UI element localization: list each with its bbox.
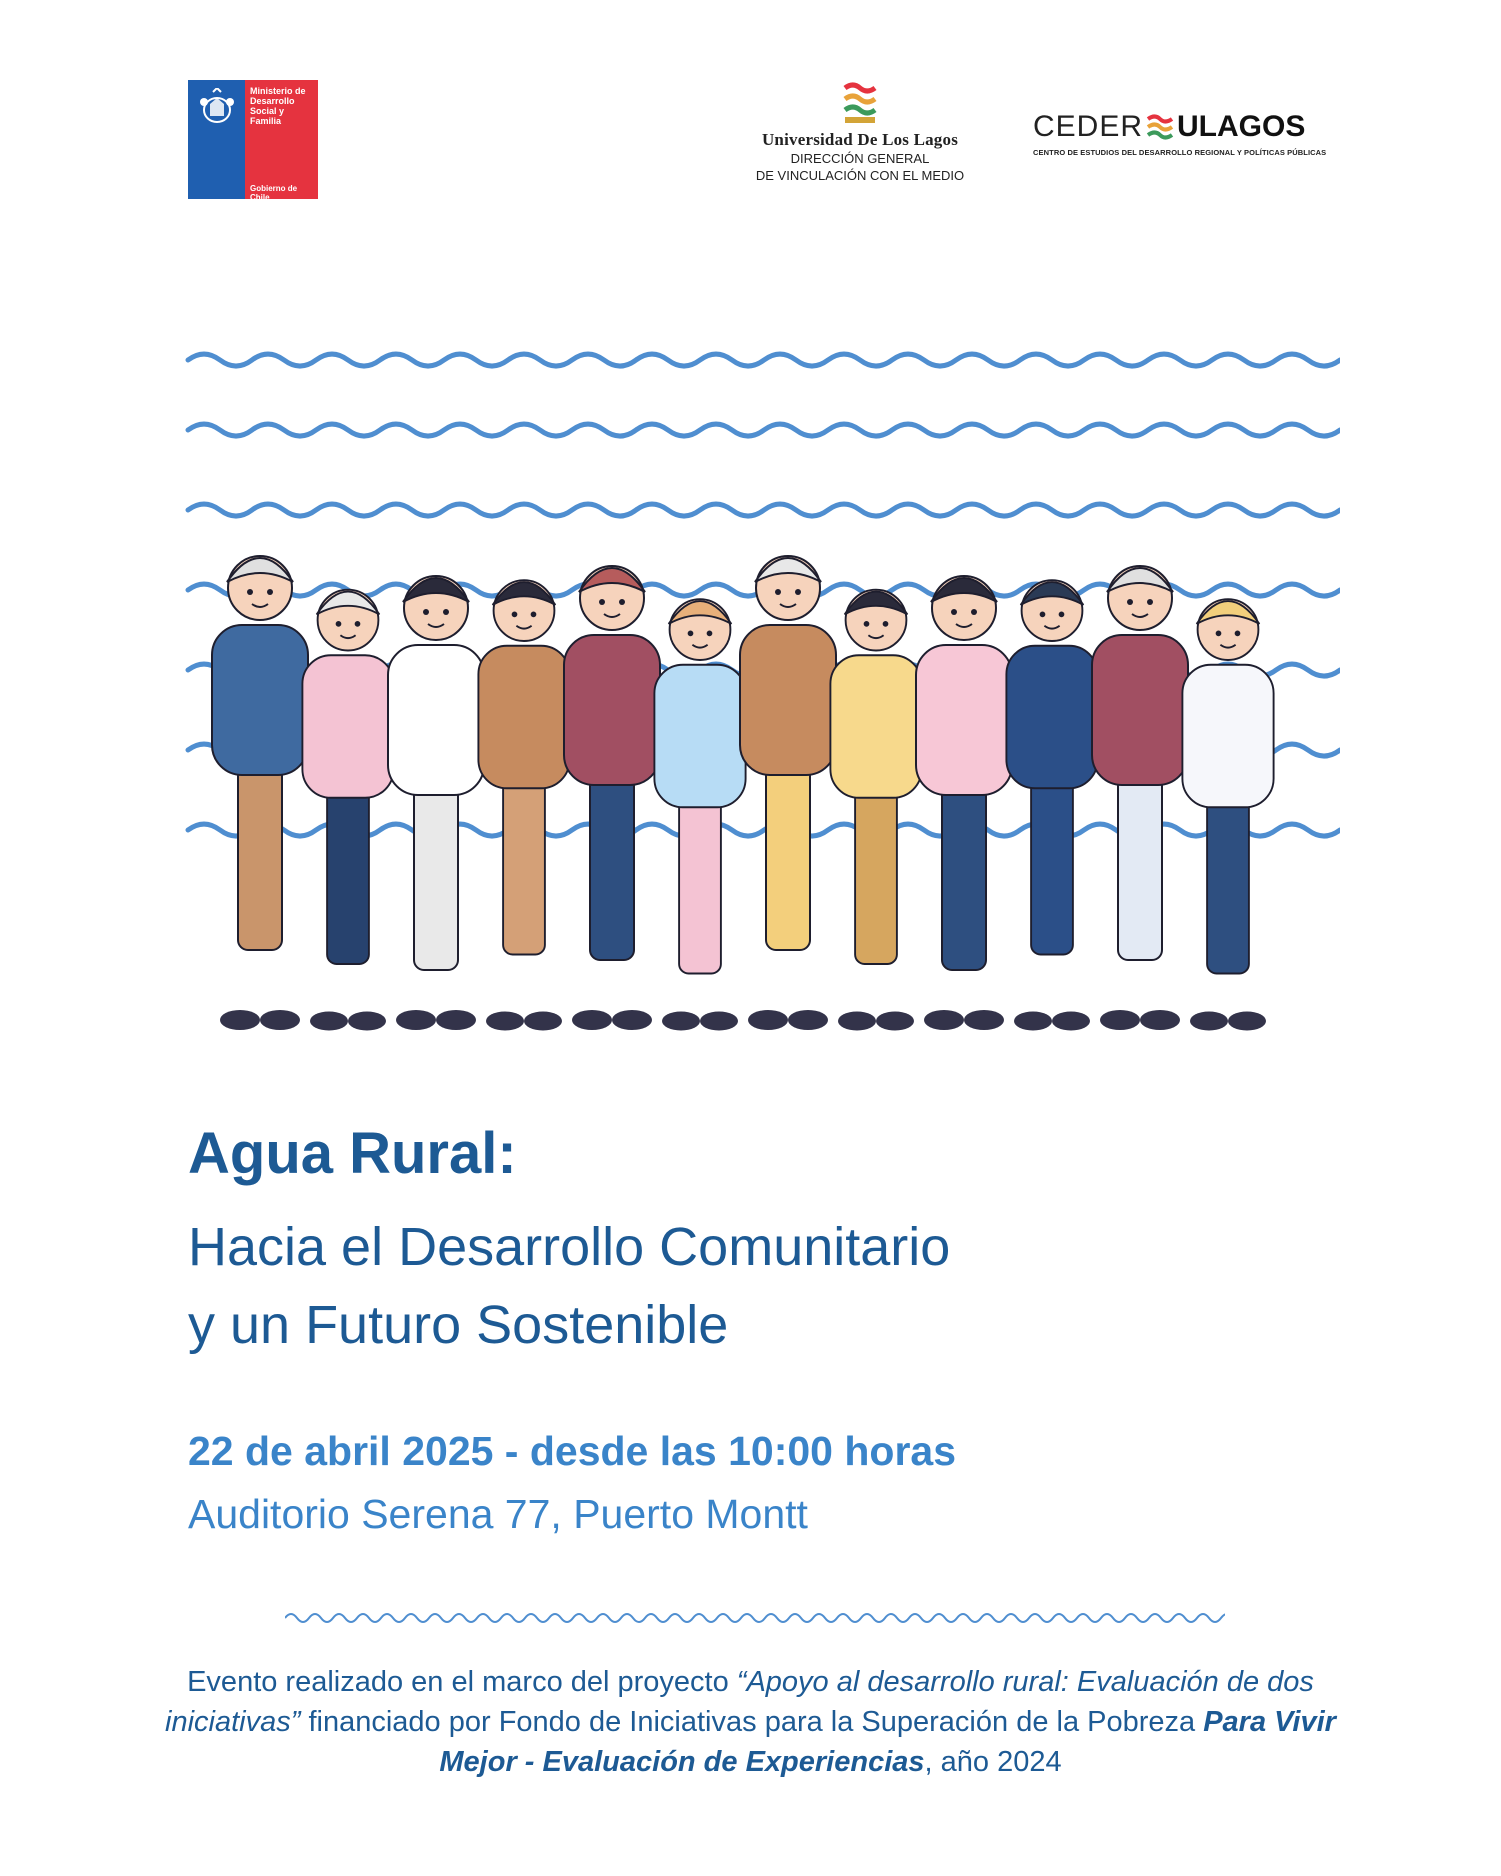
footer-program: Para Vivir Mejor - Evaluación de Experiencias <box>439 1706 1336 1778</box>
event-date: 22 de abril 2025 - desde las 10:00 horas <box>188 1428 957 1474</box>
person-man-white-puffer <box>1182 599 1273 1030</box>
person-older-man-maroon <box>1092 566 1188 1030</box>
ministry-name: Ministerio de Desarrollo Social y Familia <box>250 86 306 126</box>
ulagos-line1: DIRECCIÓN GENERAL <box>790 151 930 166</box>
gobierno-chile-logo <box>188 80 318 202</box>
ceder-stripes-icon <box>1146 112 1174 142</box>
person-boy-yellow <box>830 590 921 1031</box>
footer-project-title: “Apoyo al desarrollo rural: Evaluación de dos iniciativas” <box>165 1666 1314 1738</box>
ulagos-stripes-icon <box>843 82 877 124</box>
footer-part1: Evento realizado en el marco del proyecto <box>187 1666 737 1698</box>
person-woman-brown-suit <box>478 580 569 1030</box>
person-woman-light-blue <box>654 599 745 1030</box>
event-footer-note <box>150 1662 1351 1782</box>
gobierno-label: Gobierno de Chile <box>250 184 298 202</box>
person-businesswoman-navy <box>1006 580 1097 1030</box>
ulagos-logo <box>740 82 980 184</box>
person-grandmother-brown <box>740 556 836 1030</box>
ulagos-name: Universidad De Los Lagos <box>761 130 959 149</box>
ceder-tagline: CENTRO DE ESTUDIOS DEL DESARROLLO REGIONAL Y POLÍTICAS PÚBLICAS <box>1033 148 1327 157</box>
community-illustration <box>170 330 1340 1050</box>
people-group <box>212 556 1274 1031</box>
person-man-red-jacket <box>564 566 660 1030</box>
wave-line <box>188 424 1340 436</box>
event-venue: Auditorio Serena 77, Puerto Montt <box>188 1491 808 1537</box>
footer-part3: , año 2024 <box>924 1746 1062 1778</box>
person-young-man-white-shirt <box>388 576 484 1030</box>
wave-line <box>188 504 1340 516</box>
person-woman-pink-top <box>916 576 1012 1030</box>
person-older-man-glasses <box>212 556 308 1030</box>
event-subtitle <box>188 1208 1338 1364</box>
ulagos-word: ULAGOS <box>1177 110 1306 143</box>
event-subtitle-line1: Hacia el Desarrollo Comunitario <box>188 1217 951 1277</box>
wave-line <box>188 354 1340 366</box>
wave-divider <box>285 1606 1225 1630</box>
event-subtitle-line2: y un Futuro Sostenible <box>188 1295 729 1355</box>
coat-of-arms-icon <box>196 88 238 128</box>
ulagos-line2: DE VINCULACIÓN CON EL MEDIO <box>755 168 965 183</box>
footer-part2: financiado por Fondo de Iniciativas para la Superación de la Pobreza <box>300 1706 1204 1738</box>
person-grandmother-pink <box>302 590 393 1031</box>
ceder-ulagos-logo <box>1033 110 1333 157</box>
event-title: Agua Rural: <box>188 1121 517 1186</box>
ceder-word: CEDER <box>1033 110 1144 143</box>
